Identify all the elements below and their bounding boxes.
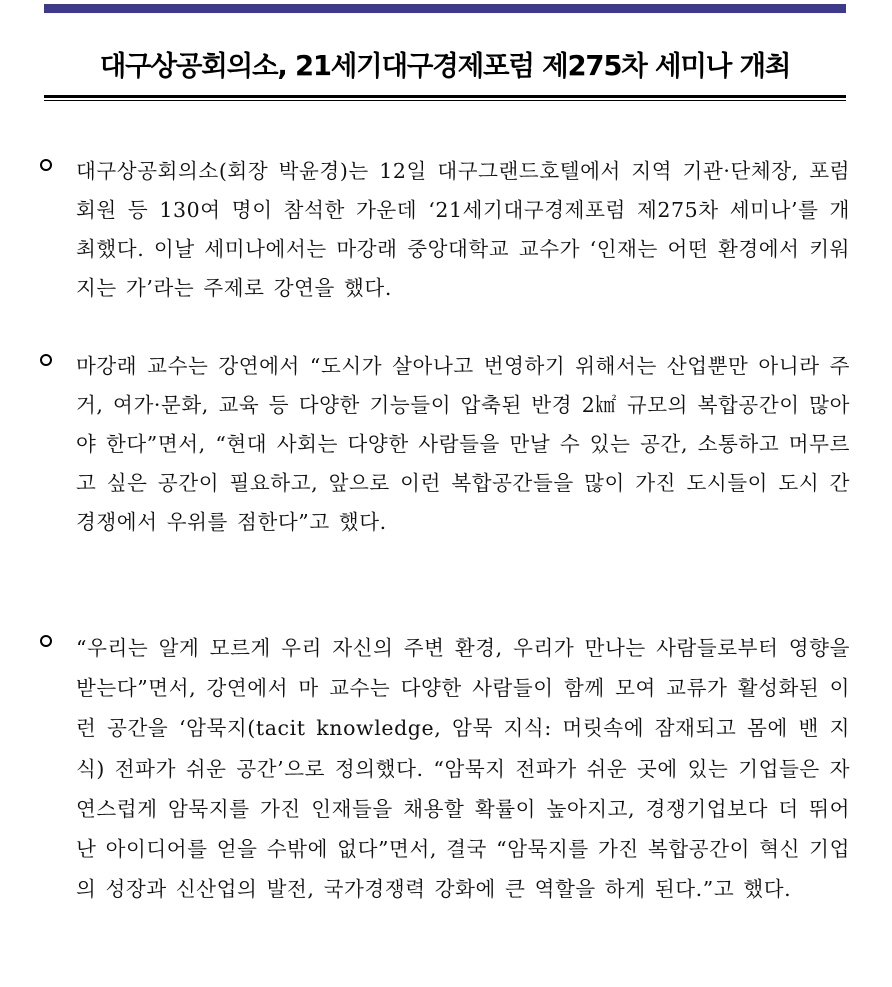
paragraph-text: 마강래 교수는 강연에서 “도시가 살아나고 번영하기 위해서는 산업뿐만 아니라 주거, 여가·문화, 교육 등 다양한 기능들이 압축된 반경 2㎢ 규모의 복합공간이 많아야 한다”면서, “현대 사회는 다양한 사람들을 만날 수 있는 공간, 소통하고 머무르고 싶은 공간이 필요하고, 앞으로 이런 복합공간들을 많이 가진 도시들이 도시 간 경쟁에서 우위를 점한다”고 했다. xyxy=(76,354,850,534)
paragraph-2 xyxy=(40,347,850,542)
hollow-circle-bullet-icon xyxy=(40,159,52,171)
paragraph-3 xyxy=(40,628,850,909)
page-title: 대구상공회의소, 21세기대구경제포럼 제275차 세미나 개최 xyxy=(99,50,791,82)
paragraph-text: 대구상공회의소(회장 박윤경)는 12일 대구그랜드호텔에서 지역 기관·단체장, 포럼 회원 등 130여 명이 참석한 가운데 ‘21세기대구경제포럼 제275차 세미나’를 개최했다. 이날 세미나에서는 마강래 중앙대학교 교수가 ‘인재는 어떤 환경에서 키워지는 가’라는 주제로 강연을 했다. xyxy=(76,159,850,300)
hollow-circle-bullet-icon xyxy=(40,635,52,647)
title-underline-thin xyxy=(44,100,846,101)
hollow-circle-bullet-icon xyxy=(40,354,52,366)
paragraph-text: “우리는 알게 모르게 우리 자신의 주변 환경, 우리가 만나는 사람들로부터 영향을 받는다”면서, 강연에서 마 교수는 다양한 사람들이 함께 모여 교류가 활성화된 이런 공간을 ‘암묵지(tacit knowledge, 암묵 지식: 머릿속에 잠재되고 몸에 밴 지식) 전파가 쉬운 공간’으로 정의했다. “암묵지 전파가 쉬운 곳에 있는 기업들은 자연스럽게 암묵지를 가진 인재들을 채용할 확률이 높아지고, 경쟁기업보다 더 뛰어난 아이디어를 얻을 수밖에 없다”면서, 결국 “암묵지를 가진 복합공간이 혁신 기업의 성장과 신산업의 발전, 국가경쟁력 강화에 큰 역할을 하게 된다.”고 했다. xyxy=(76,636,850,902)
paragraph-1 xyxy=(40,152,850,308)
top-accent-bar xyxy=(44,4,846,13)
title-underline-thick xyxy=(44,95,846,98)
